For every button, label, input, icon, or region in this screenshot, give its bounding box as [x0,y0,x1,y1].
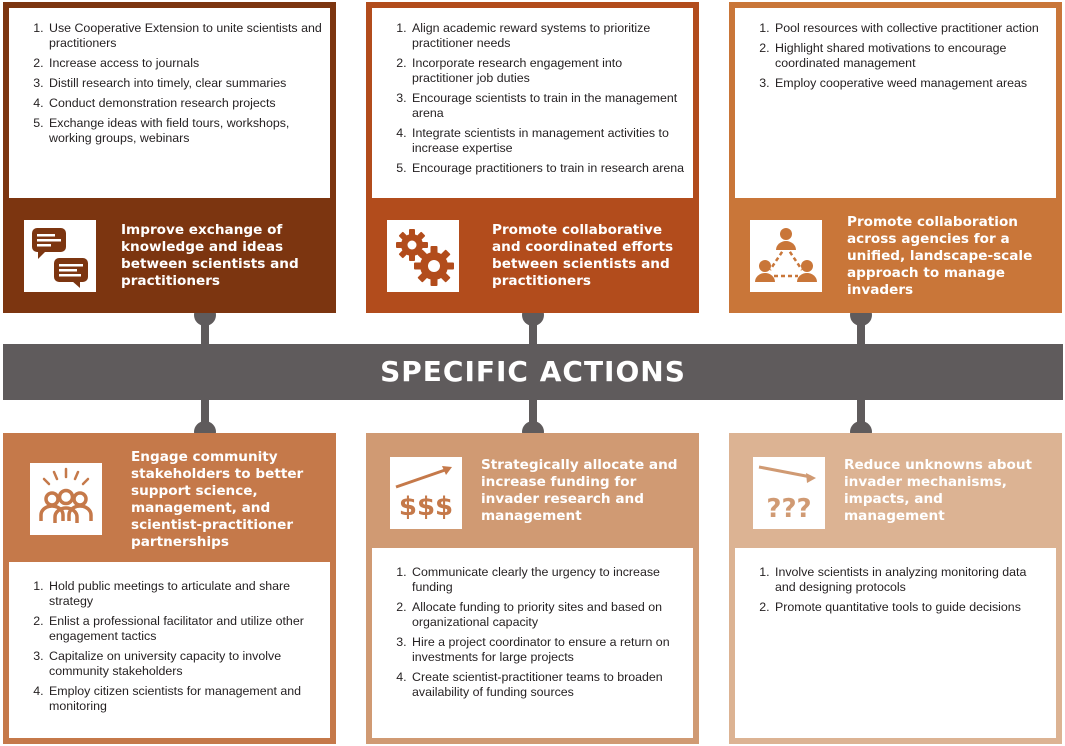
card-knowledge-exchange [3,2,336,313]
network-people-icon [750,220,822,292]
card-collaborative-efforts [366,2,699,313]
list-item: 4. Create scientist-practitioner teams to broaden availability of funding sources [410,670,685,700]
list-item: 1. Pool resources with collective practitioner action [773,21,1048,36]
action-list [372,8,693,176]
list-item: 3. Distill research into timely, clear summaries [47,76,322,91]
list-item: 1. Use Cooperative Extension to unite scientists and practitioners [47,21,322,51]
card-reduce-unknowns [729,433,1062,744]
card-heading: Strategically allocate and increase funding for invader research and management [481,457,678,524]
list-item: 3. Encourage scientists to train in the management arena [410,91,685,121]
card-funding [366,433,699,744]
list-item: 2. Highlight shared motivations to encourage coordinated management [773,41,1048,71]
list-item: 2. Allocate funding to priority sites and based on organizational capacity [410,600,685,630]
list-item: 1. Hold public meetings to articulate and share strategy [47,579,322,609]
list-item: 3. Employ cooperative weed management areas [773,76,1048,91]
action-list [9,8,330,146]
list-item: 2. Increase access to journals [47,56,322,71]
list-item: 5. Exchange ideas with field tours, workshops, working groups, webinars [47,116,322,146]
list-item: 4. Integrate scientists in management activities to increase expertise [410,126,685,156]
action-list [735,548,1056,615]
list-item: 3. Capitalize on university capacity to involve community stakeholders [47,649,322,679]
list-item: 2. Promote quantitative tools to guide decisions [773,600,1048,615]
funding-growth-icon [390,457,462,529]
dollar-signs-text: $$$ [398,492,454,522]
action-list [9,562,330,714]
card-heading: Promote collaboration across agencies for a unified, landscape-scale approach to manage invaders [847,214,1033,298]
action-list-box [372,548,693,738]
list-item: 3. Hire a project coordinator to ensure a return on investments for large projects [410,635,685,665]
card-heading: Improve exchange of knowledge and ideas between scientists and practitioners [121,222,299,289]
list-item: 4. Conduct demonstration research projects [47,96,322,111]
list-item: 1. Align academic reward systems to prioritize practitioner needs [410,21,685,51]
list-item: 1. Involve scientists in analyzing monitoring data and designing protocols [773,565,1048,595]
community-group-icon [30,463,102,535]
card-cross-agency [729,2,1062,313]
action-list-box [735,548,1056,738]
question-marks-text: ??? [766,494,812,524]
action-list-box [9,562,330,738]
specific-actions-banner: SPECIFIC ACTIONS [3,344,1063,400]
card-heading: Engage community stakeholders to better support science, management, and scientist-practitioner partnerships [131,449,304,550]
card-heading: Reduce unknowns about invader mechanisms, impacts, and management [844,457,1032,524]
gears-icon [387,220,459,292]
action-list-box [9,8,330,198]
action-list-box [372,8,693,198]
list-item: 2. Incorporate research engagement into practitioner job duties [410,56,685,86]
list-item: 1. Communicate clearly the urgency to increase funding [410,565,685,595]
card-heading: Promote collaborative and coordinated efforts between scientists and practitioners [492,222,674,289]
card-community-stakeholders [3,433,336,744]
list-item: 2. Enlist a professional facilitator and utilize other engagement tactics [47,614,322,644]
chat-bubbles-icon [24,220,96,292]
question-marks-icon [753,457,825,529]
list-item: 5. Encourage practitioners to train in research arena [410,161,685,176]
action-list [735,8,1056,91]
action-list-box [735,8,1056,198]
action-list [372,548,693,700]
list-item: 4. Employ citizen scientists for management and monitoring [47,684,322,714]
